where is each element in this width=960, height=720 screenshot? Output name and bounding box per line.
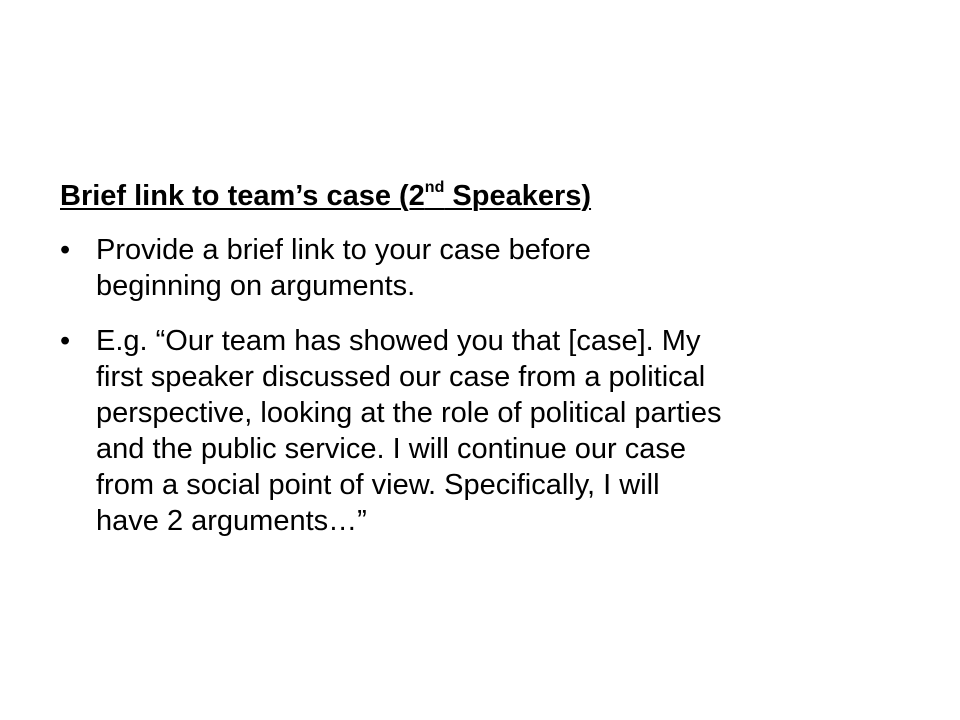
bullet-line: Provide a brief link to your case before	[96, 234, 591, 266]
bullet-line: E.g. “Our team has showed you that [case]. My	[96, 325, 701, 357]
bullet-item	[60, 232, 940, 304]
slide-heading	[60, 176, 591, 216]
heading-text-tail: Speakers)	[444, 180, 592, 212]
heading-superscript: nd	[424, 179, 445, 196]
bullet-line: beginning on arguments.	[96, 270, 416, 302]
bullet-line: perspective, looking at the role of political parties	[96, 397, 722, 429]
bullet-item	[60, 323, 940, 539]
bullet-line: and the public service. I will continue our case	[96, 433, 686, 465]
bullet-line: from a social point of view. Specifically, I will	[96, 469, 660, 501]
bullet-dot-icon: •	[60, 325, 71, 357]
bullet-line: have 2 arguments…”	[96, 505, 367, 537]
bullet-line: first speaker discussed our case from a political	[96, 361, 706, 393]
bullet-dot-icon: •	[60, 234, 71, 266]
heading-text-main: Brief link to team’s case (2	[60, 180, 425, 212]
bullet-list	[60, 232, 940, 558]
